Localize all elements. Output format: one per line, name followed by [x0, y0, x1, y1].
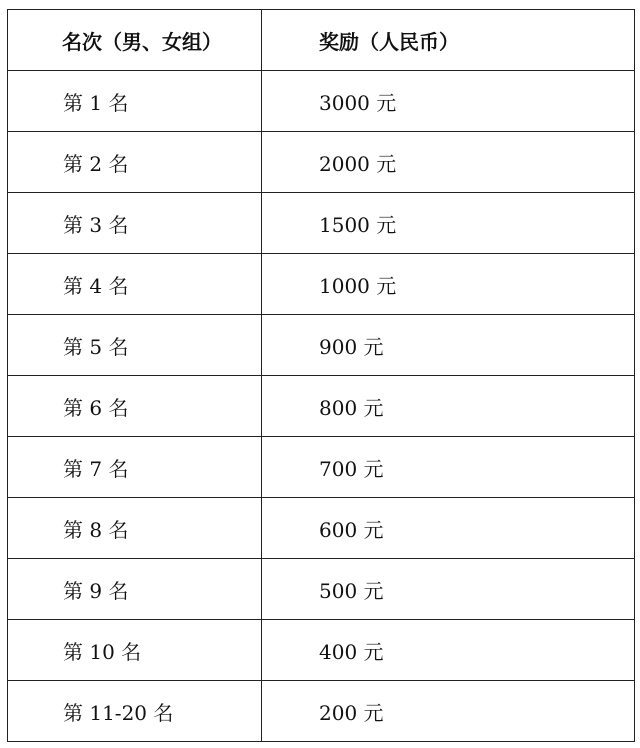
header-rank: 名次（男、女组） — [8, 10, 262, 71]
rank-cell: 第 11-20 名 — [8, 681, 262, 742]
reward-cell: 700 元 — [262, 437, 635, 498]
rank-cell: 第 7 名 — [8, 437, 262, 498]
rank-cell: 第 5 名 — [8, 315, 262, 376]
table-row — [8, 376, 635, 437]
reward-cell: 200 元 — [262, 681, 635, 742]
table-row — [8, 132, 635, 193]
table-header-row — [8, 10, 635, 71]
rank-cell: 第 10 名 — [8, 620, 262, 681]
reward-cell: 2000 元 — [262, 132, 635, 193]
table-row — [8, 315, 635, 376]
reward-cell: 400 元 — [262, 620, 635, 681]
table-row — [8, 620, 635, 681]
rank-cell: 第 4 名 — [8, 254, 262, 315]
table-row — [8, 559, 635, 620]
rank-cell: 第 6 名 — [8, 376, 262, 437]
table-row — [8, 71, 635, 132]
header-reward: 奖励（人民币） — [262, 10, 635, 71]
reward-cell: 1000 元 — [262, 254, 635, 315]
reward-cell: 500 元 — [262, 559, 635, 620]
prize-table — [7, 9, 635, 742]
rank-cell: 第 8 名 — [8, 498, 262, 559]
table-row — [8, 437, 635, 498]
table-row — [8, 254, 635, 315]
table-row — [8, 498, 635, 559]
reward-cell: 800 元 — [262, 376, 635, 437]
table-row — [8, 681, 635, 742]
reward-cell: 900 元 — [262, 315, 635, 376]
reward-cell: 3000 元 — [262, 71, 635, 132]
table-row — [8, 193, 635, 254]
reward-cell: 1500 元 — [262, 193, 635, 254]
rank-cell: 第 3 名 — [8, 193, 262, 254]
rank-cell: 第 9 名 — [8, 559, 262, 620]
reward-cell: 600 元 — [262, 498, 635, 559]
rank-cell: 第 2 名 — [8, 132, 262, 193]
rank-cell: 第 1 名 — [8, 71, 262, 132]
